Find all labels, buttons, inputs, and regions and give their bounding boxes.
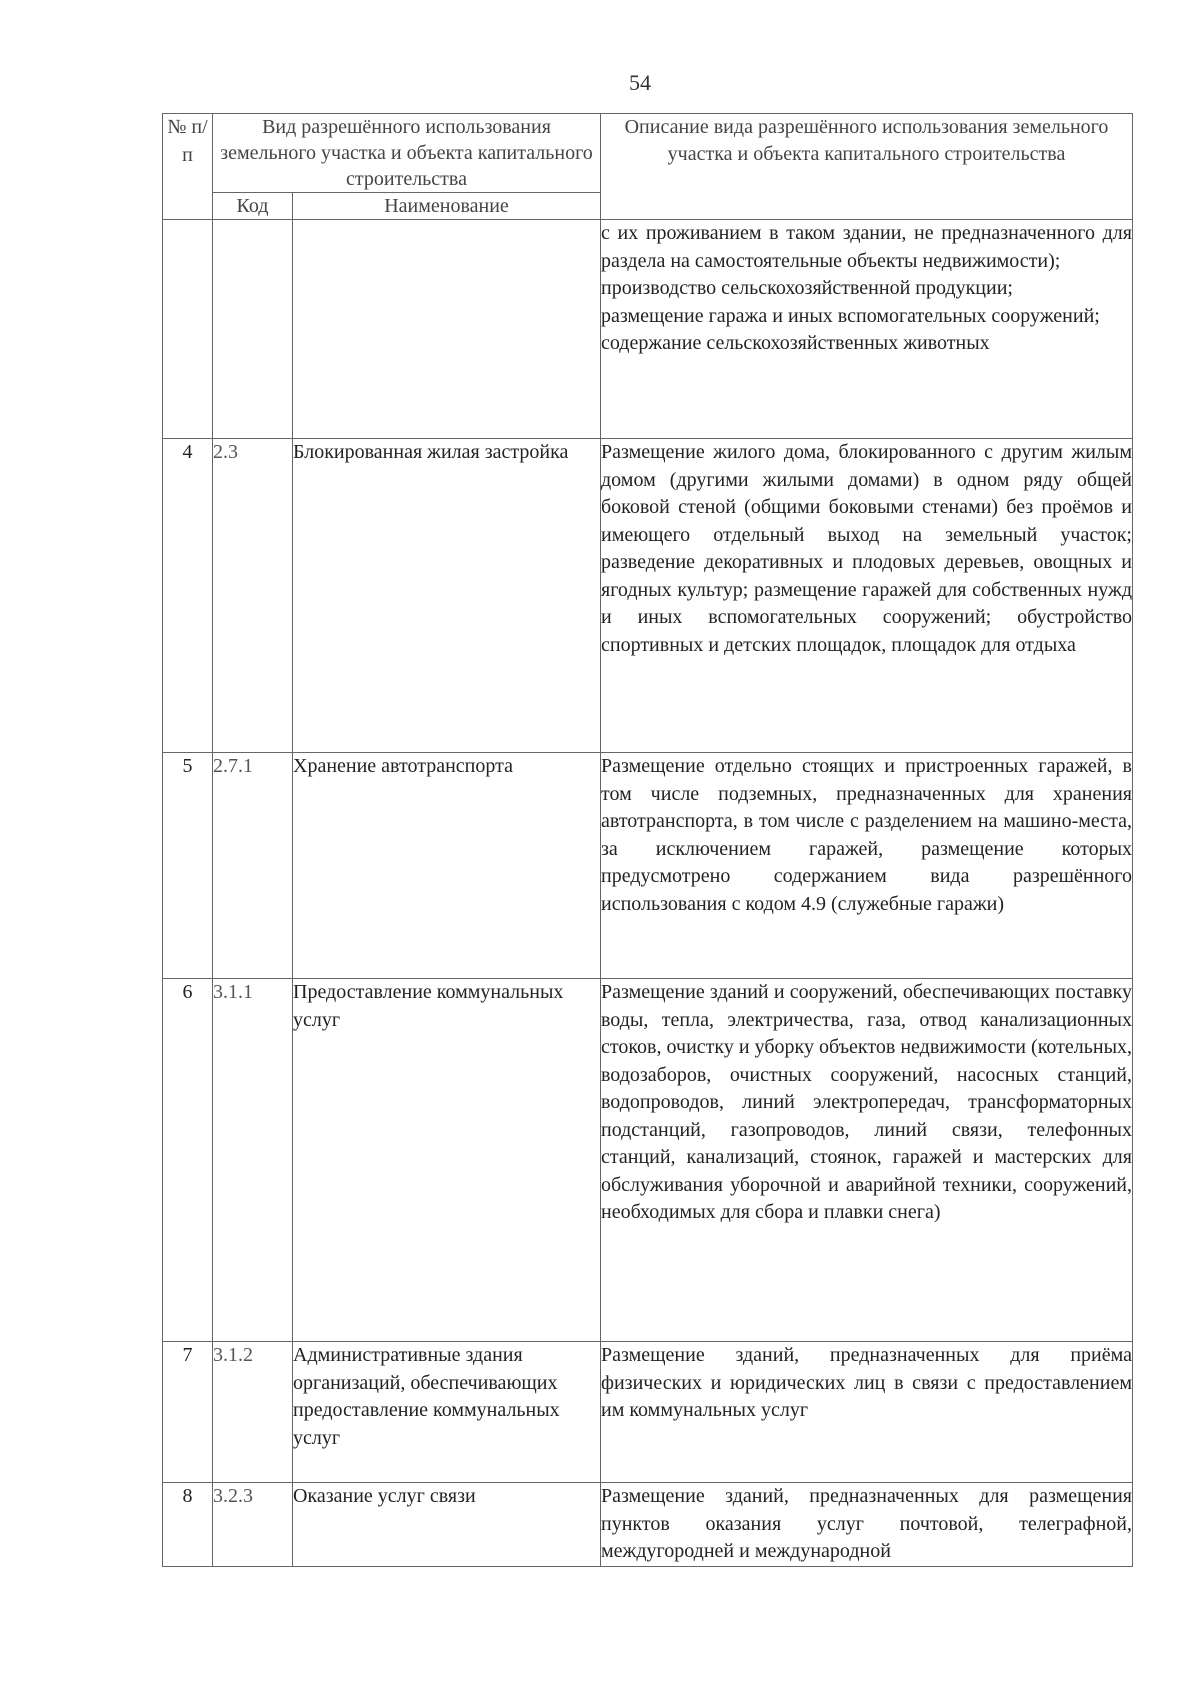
row-name bbox=[293, 220, 601, 439]
description-line: Размещение отдельно стоящих и пристроенных гаражей, в том числе подземных, предназначенных для хранения автотранспорта, в том числе с разделением на машино-места, за исключением гаражей, размещение которых предусмотрено содержанием вида разрешённого использования с кодом 4.9 (служебные гаражи) bbox=[601, 755, 1132, 915]
header-permitted-use: Вид разрешённого использования земельного участка и объекта капитального строительства bbox=[213, 114, 601, 193]
table-header bbox=[163, 114, 1133, 220]
row-description bbox=[601, 979, 1133, 1342]
row-name: Административные здания организаций, обеспечивающих предоставление коммунальных услуг bbox=[293, 1342, 601, 1483]
row-number: 5 bbox=[163, 753, 213, 979]
row-name: Хранение автотранспорта bbox=[293, 753, 601, 979]
row-number: 4 bbox=[163, 439, 213, 753]
table-row bbox=[163, 1483, 1133, 1567]
row-description bbox=[601, 1483, 1133, 1567]
table-row bbox=[163, 220, 1133, 439]
header-code: Код bbox=[213, 193, 293, 220]
row-code: 3.1.1 bbox=[213, 979, 293, 1342]
description-line: производство сельскохозяйственной продукции; bbox=[601, 277, 1013, 299]
row-code: 2.3 bbox=[213, 439, 293, 753]
description-line: содержание сельскохозяйственных животных bbox=[601, 332, 990, 354]
row-description bbox=[601, 753, 1133, 979]
row-code: 3.2.3 bbox=[213, 1483, 293, 1567]
row-description bbox=[601, 220, 1133, 439]
header-description: Описание вида разрешённого использования земельного участка и объекта капитального строительства bbox=[601, 114, 1133, 220]
description-line: Размещение жилого дома, блокированного с другим жилым домом (другими жилыми домами) в одном ряду общей боковой стеной (общими боковыми стенами) без проёмов и имеющего отдельный выход на земельный участок; разведение декоративных и плодовых деревьев, овощных и ягодных культур; размещение гаражей для собственных нужд и иных вспомогательных сооружений; обустройство спортивных и детских площадок, площадок для отдыха bbox=[601, 441, 1132, 656]
description-line: Размещение зданий и сооружений, обеспечивающих поставку воды, тепла, электричества, газа, отвод канализационных стоков, очистку и уборку объектов недвижимости (котельных, водозаборов, очистных сооружений, насосных станций, водопроводов, линий электропередач, трансформаторных подстанций, газопроводов, линий связи, телефонных станций, канализаций, стоянок, гаражей и мастерских для обслуживания уборочной и аварийной техники, сооружений, необходимых для сбора и плавки снега) bbox=[601, 981, 1132, 1223]
row-number bbox=[163, 220, 213, 439]
header-name: Наименование bbox=[293, 193, 601, 220]
table-row bbox=[163, 753, 1133, 979]
row-code bbox=[213, 220, 293, 439]
row-description bbox=[601, 1342, 1133, 1483]
table-row bbox=[163, 439, 1133, 753]
description-line: с их проживанием в таком здании, не предназначенного для раздела на самостоятельные объекты недвижимости); bbox=[601, 222, 1132, 272]
table-row bbox=[163, 979, 1133, 1342]
description-line: размещение гаража и иных вспомогательных сооружений; bbox=[601, 304, 1100, 327]
description-line: Размещение зданий, предназначенных для размещения пунктов оказания услуг почтовой, телеграфной, междугородней и международной bbox=[601, 1485, 1132, 1562]
header-number: № п/п bbox=[163, 114, 213, 220]
row-name: Оказание услуг связи bbox=[293, 1483, 601, 1567]
land-use-table bbox=[162, 113, 1133, 1567]
row-description bbox=[601, 439, 1133, 753]
row-name: Блокированная жилая застройка bbox=[293, 439, 601, 753]
row-name: Предоставление коммунальных услуг bbox=[293, 979, 601, 1342]
table-row bbox=[163, 1342, 1133, 1483]
description-line: Размещение зданий, предназначенных для приёма физических и юридических лиц в связи с предоставлением им коммунальных услуг bbox=[601, 1344, 1132, 1421]
row-number: 8 bbox=[163, 1483, 213, 1567]
row-number: 6 bbox=[163, 979, 213, 1342]
row-code: 3.1.2 bbox=[213, 1342, 293, 1483]
row-number: 7 bbox=[163, 1342, 213, 1483]
row-code: 2.7.1 bbox=[213, 753, 293, 979]
page-number: 54 bbox=[629, 70, 651, 95]
